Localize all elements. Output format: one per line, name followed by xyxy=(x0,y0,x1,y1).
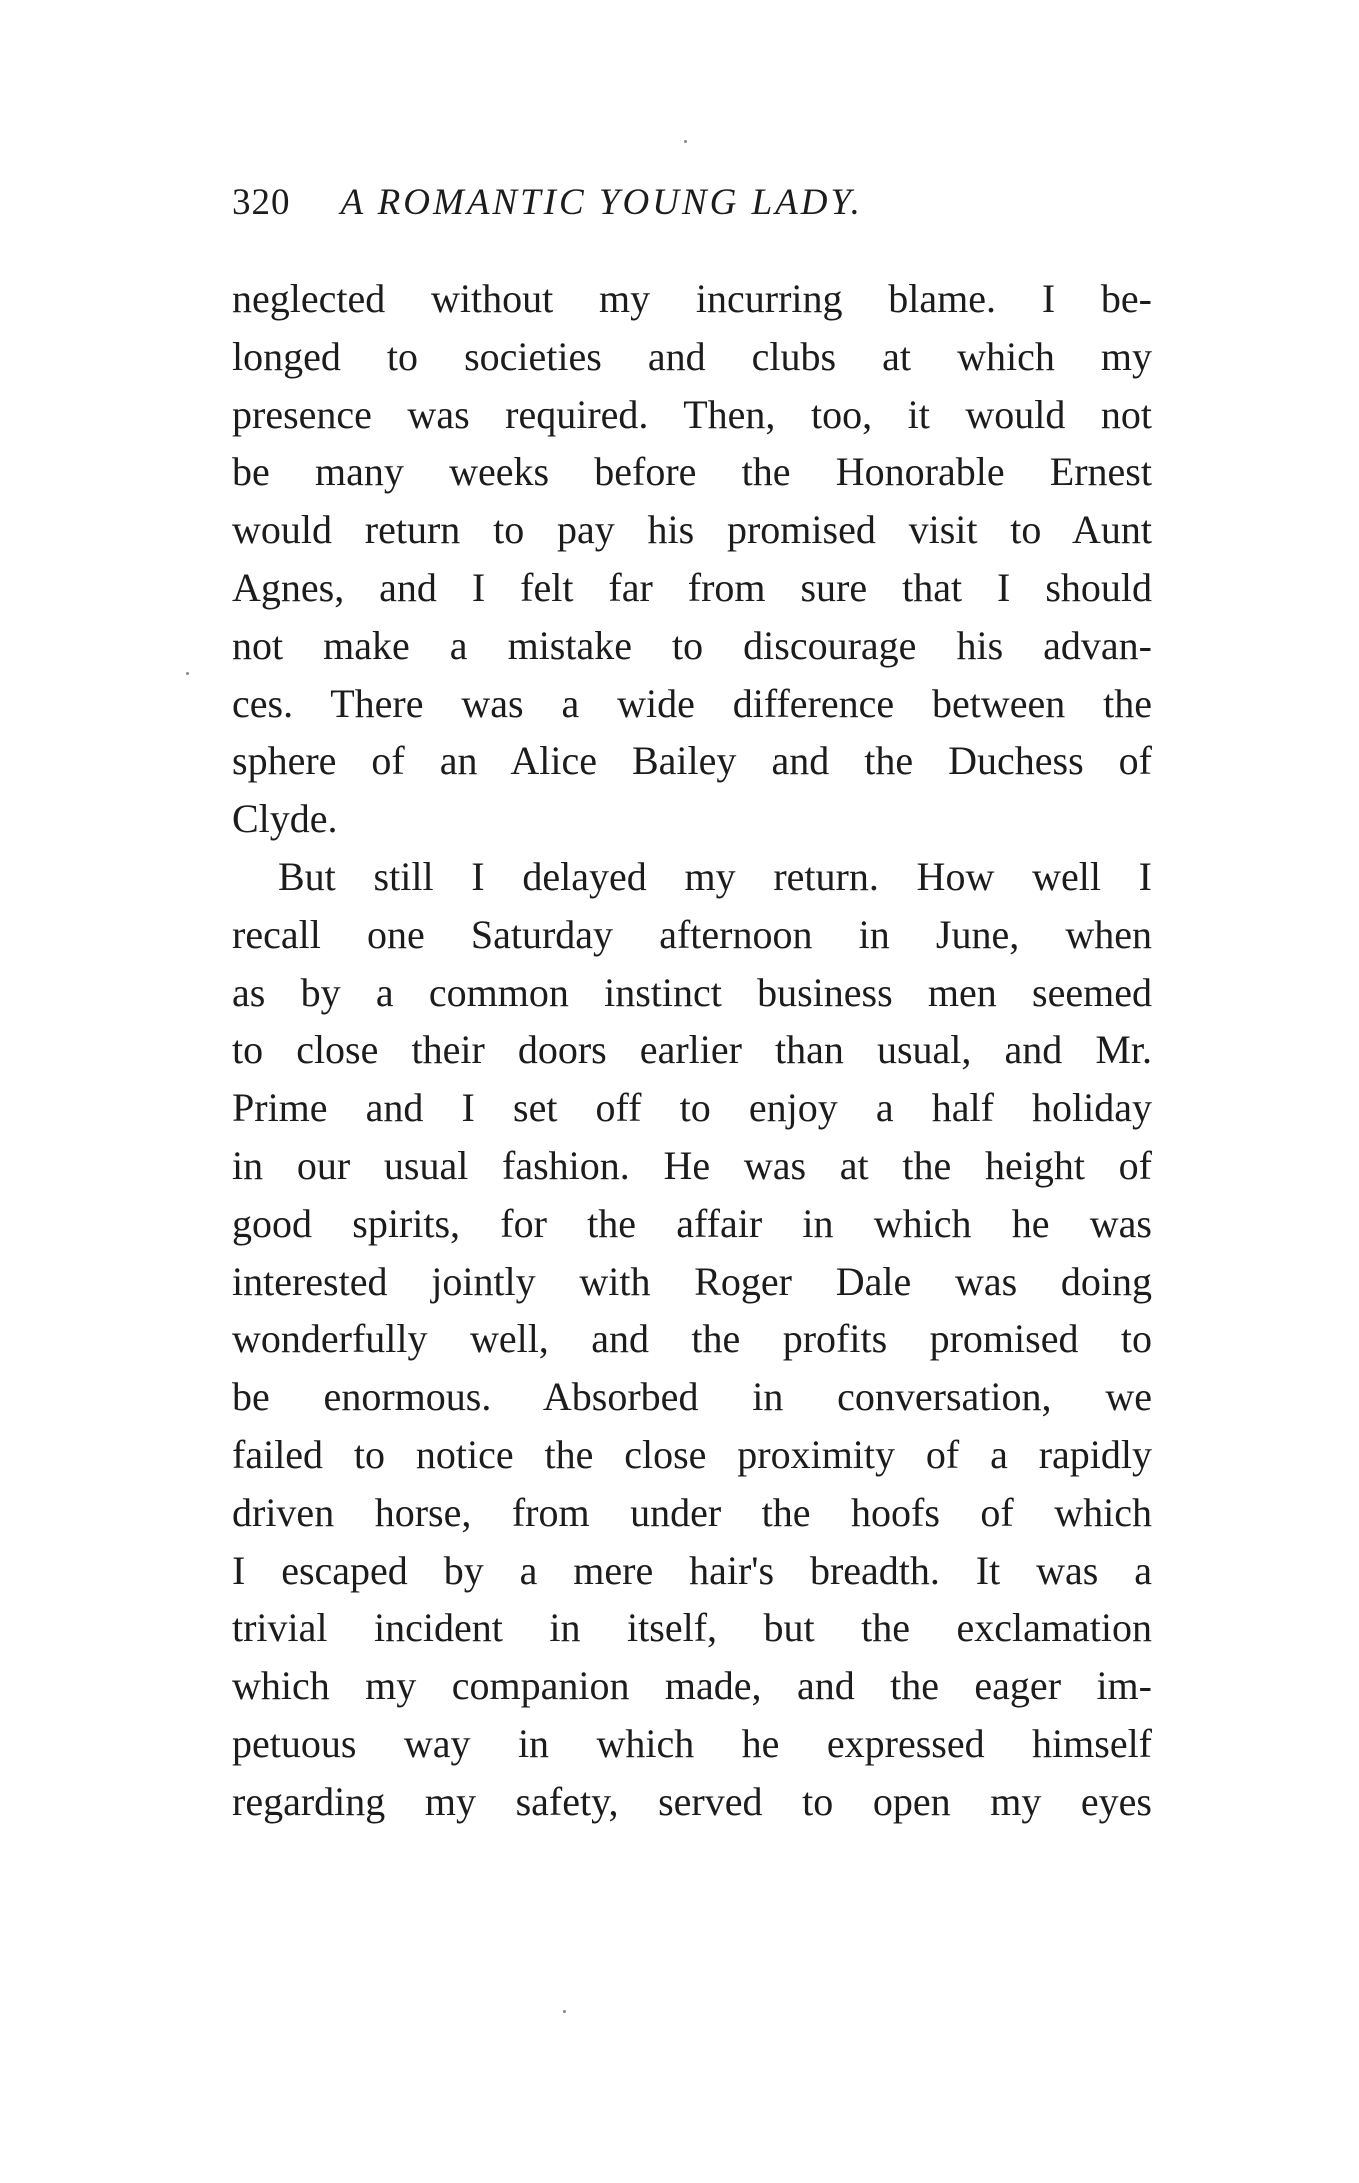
text-line: presence was required. Then, too, it would not xyxy=(232,391,1152,437)
text-line: good spirits, for the affair in which he was xyxy=(232,1200,1152,1246)
text-line: would return to pay his promised visit to Aunt xyxy=(232,507,1152,553)
text-line: ces. There was a wide difference between the xyxy=(232,680,1152,726)
text-line: which my companion made, and the eager im- xyxy=(232,1663,1152,1709)
text-line: wonderfully well, and the profits promised to xyxy=(232,1316,1152,1362)
text-line: Agnes, and I felt far from sure that I should xyxy=(232,564,1152,610)
text-line: sphere of an Alice Bailey and the Duchess of xyxy=(232,738,1152,784)
text-line: in our usual fashion. He was at the height of xyxy=(232,1142,1152,1188)
text-line: regarding my safety, served to open my eyes xyxy=(232,1778,1152,1824)
body-text xyxy=(232,270,1152,1831)
paragraph-start-line: But still I delayed my return. How well I xyxy=(278,853,1152,899)
scan-speck xyxy=(563,2010,566,2013)
running-title: A ROMANTIC YOUNG LADY. xyxy=(340,182,863,223)
text-line: interested jointly with Roger Dale was doing xyxy=(232,1258,1152,1304)
text-line: longed to societies and clubs at which my xyxy=(232,333,1152,379)
scan-speck xyxy=(684,140,687,143)
text-line: not make a mistake to discourage his advan- xyxy=(232,622,1152,668)
text-line: be many weeks before the Honorable Ernest xyxy=(232,449,1152,495)
text-line: I escaped by a mere hair's breadth. It was a xyxy=(232,1547,1152,1593)
text-line: as by a common instinct business men seemed xyxy=(232,969,1152,1015)
text-line: neglected without my incurring blame. I be- xyxy=(232,276,1152,321)
text-line: be enormous. Absorbed in conversation, we xyxy=(232,1374,1152,1420)
text-line: Prime and I set off to enjoy a half holiday xyxy=(232,1085,1152,1131)
page-number: 320 xyxy=(232,182,291,223)
text-line: to close their doors earlier than usual, and Mr. xyxy=(232,1027,1152,1073)
paragraph-end-line: Clyde. xyxy=(232,796,338,842)
text-line: driven horse, from under the hoofs of which xyxy=(232,1489,1152,1535)
text-line: recall one Saturday afternoon in June, when xyxy=(232,911,1152,957)
running-head xyxy=(232,178,1152,228)
text-line: failed to notice the close proximity of a rapidly xyxy=(232,1431,1152,1477)
text-line: trivial incident in itself, but the exclamation xyxy=(232,1605,1152,1651)
scan-speck xyxy=(186,672,189,675)
text-line: petuous way in which he expressed himself xyxy=(232,1720,1152,1766)
